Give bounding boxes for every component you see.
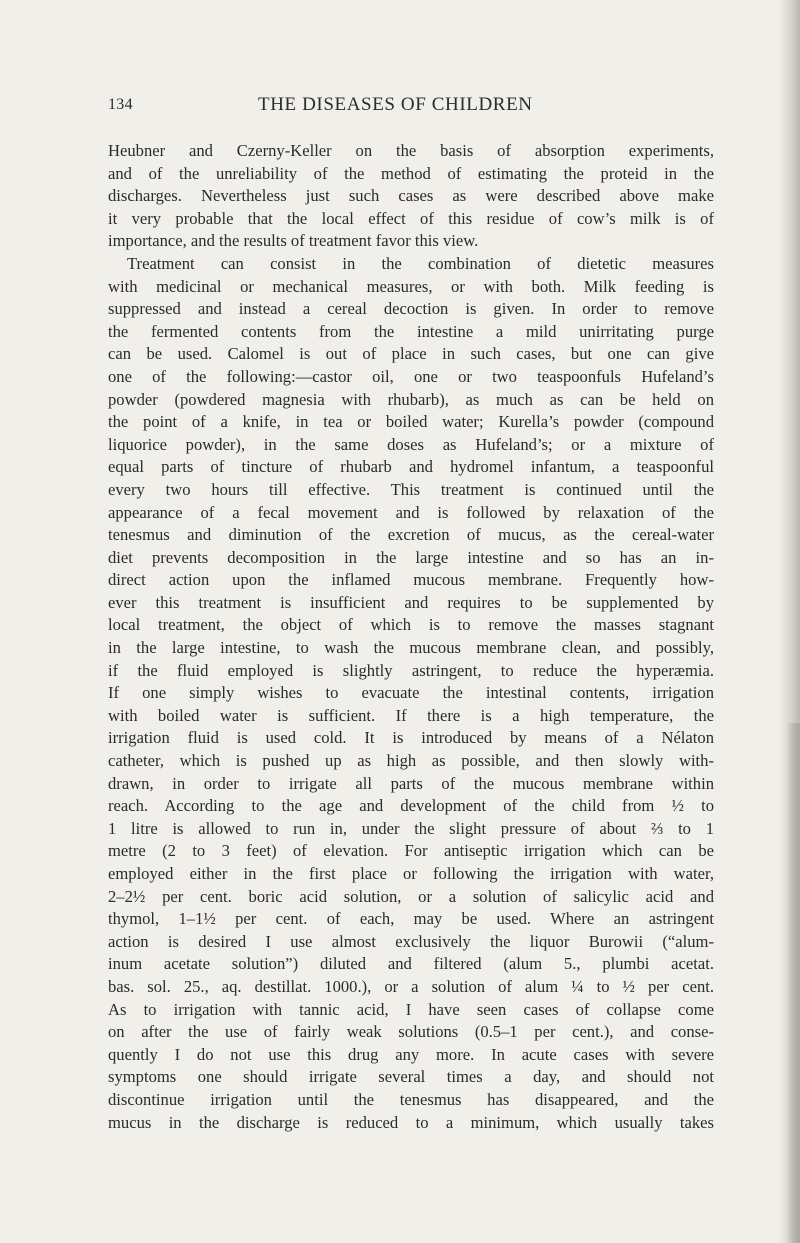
text-line: 2–2½ per cent. boric acid solution, or a solution of salicylic acid and [108, 886, 714, 906]
text-line: it very probable that the local effect of this residue of cow’s milk is of [108, 208, 714, 228]
text-line: equal parts of tincture of rhubarb and hydromel infantum, a teaspoonful [108, 457, 714, 477]
text-line: reach. According to the age and development of the child from ½ to [108, 796, 714, 816]
text-line: employed either in the first place or following the irrigation with water, [108, 864, 714, 883]
text-line: one of the following:—castor oil, one or two teaspoonfuls Hufeland’s [108, 366, 714, 386]
text-line: discharges. Nevertheless just such cases as were described above make [108, 186, 714, 206]
text-line: can be used. Calomel is out of place in such cases, but one can give [108, 344, 714, 364]
text-line: liquorice powder), in the same doses as Hufeland’s; or a mixture of [108, 434, 714, 454]
text-line: direct action upon the inflamed mucous membrane. Frequently how- [108, 570, 714, 590]
text-line: with boiled water is sufficient. If there is a high temperature, the [108, 705, 714, 725]
text-line: catheter, which is pushed up as high as possible, and then slowly with- [108, 751, 714, 771]
text-line: tenesmus and diminution of the excretion of mucus, as the cereal-water [108, 525, 714, 545]
text-line: every two hours till effective. This treatment is continued until the [108, 479, 714, 499]
page-header [108, 94, 714, 120]
text-line: suppressed and instead a cereal decoction is given. In order to remove [108, 299, 714, 319]
text-line: quently I do not use this drug any more. In acute cases with severe [108, 1044, 714, 1064]
text-line: bas. sol. 25., aq. destillat. 1000.), or a solution of alum ¼ to ½ per cent. [108, 976, 714, 996]
page-edge-shadow-bottom [786, 723, 800, 1243]
text-line: action is desired I use almost exclusively the liquor Burowii (“alum- [108, 931, 714, 951]
text-line: inum acetate solution”) diluted and filtered (alum 5., plumbi acetat. [108, 954, 714, 974]
text-line: with medicinal or mechanical measures, or with both. Milk feeding is [108, 276, 714, 296]
text-line: on after the use of fairly weak solutions (0.5–1 per cent.), and conse- [108, 1022, 714, 1042]
text-line: metre (2 to 3 feet) of elevation. For antiseptic irrigation which can be [108, 841, 714, 861]
text-line: powder (powdered magnesia with rhubarb), as much as can be held on [108, 389, 714, 409]
text-line: and of the unreliability of the method of estimating the proteid in the [108, 163, 714, 183]
page-number: 134 [108, 96, 133, 113]
text-line: Heubner and Czerny-Keller on the basis of absorption experiments, [108, 141, 714, 160]
text-line: appearance of a fecal movement and is followed by relaxation of the [108, 502, 714, 522]
text-line: drawn, in order to irrigate all parts of the mucous membrane within [108, 773, 714, 793]
text-line: local treatment, the object of which is to remove the masses stagnant [108, 615, 714, 635]
text-line: in the large intestine, to wash the mucous membrane clean, and possibly, [108, 638, 714, 658]
text-line: discontinue irrigation until the tenesmus has disappeared, and the [108, 1089, 714, 1109]
text-line: if the fluid employed is slightly astringent, to reduce the hyperæmia. [108, 660, 714, 680]
text-line: irrigation fluid is used cold. It is introduced by means of a Nélaton [108, 728, 714, 748]
text-line: 1 litre is allowed to run in, under the slight pressure of about ⅔ to 1 [108, 818, 714, 838]
text-line: thymol, 1–1½ per cent. of each, may be used. Where an astringent [108, 909, 714, 929]
text-line: symptoms one should irrigate several times a day, and should not [108, 1067, 714, 1087]
body-text [108, 140, 714, 1134]
text-line: ever this treatment is insufficient and requires to be supplemented by [108, 592, 714, 612]
running-head: THE DISEASES OF CHILDREN [258, 94, 533, 115]
text-line: If one simply wishes to evacuate the intestinal contents, irrigation [108, 683, 714, 703]
text-line-paragraph-end: importance, and the results of treatment favor this view. [108, 231, 479, 251]
text-line: mucus in the discharge is reduced to a minimum, which usually takes [108, 1112, 714, 1132]
text-line: diet prevents decomposition in the large intestine and so has an in- [108, 547, 714, 567]
text-line: the fermented contents from the intestine a mild unirritating purge [108, 321, 714, 341]
text-line: As to irrigation with tannic acid, I have seen cases of collapse come [108, 999, 714, 1019]
text-line: the point of a knife, in tea or boiled water; Kurella’s powder (compound [108, 412, 714, 432]
text-line-paragraph-start: Treatment can consist in the combination of dietetic measures [127, 253, 714, 273]
